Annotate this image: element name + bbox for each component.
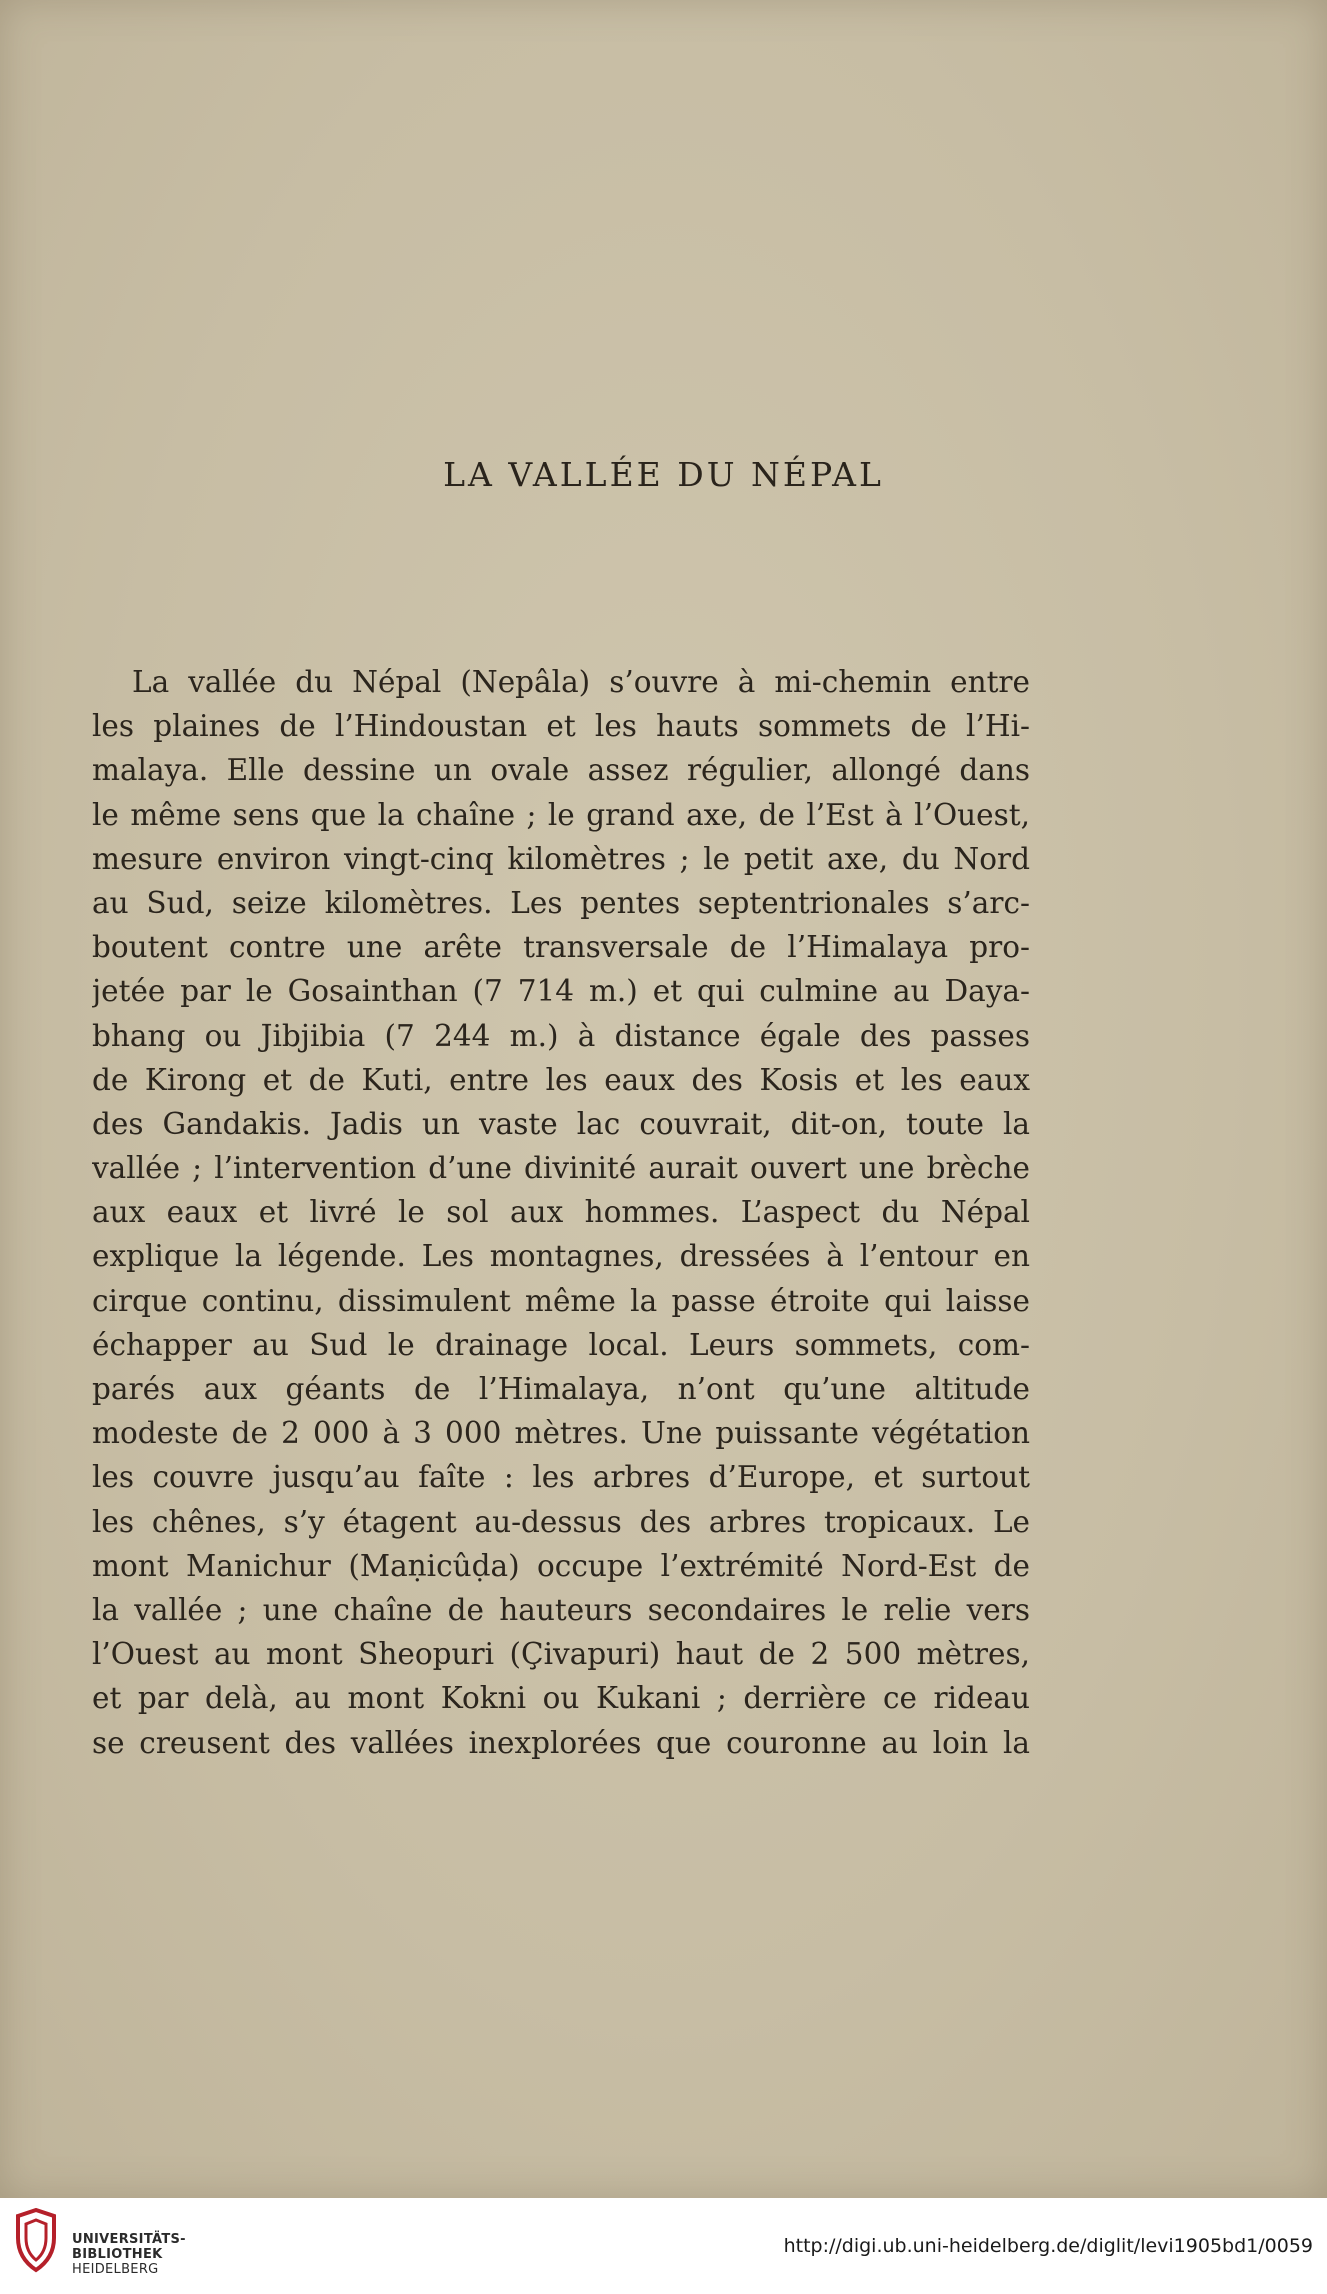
library-name-line-3: HEIDELBERG: [72, 2262, 159, 2277]
text-line: des Gandakis. Jadis un vaste lac couvrait, dit-on, toute la: [92, 1106, 1030, 1141]
text-line: jetée par le Gosainthan (7 714 m.) et qui culmine au Daya-: [92, 974, 1030, 1009]
text-line: mesure environ vingt-cinq kilomètres ; le petit axe, du Nord: [92, 841, 1030, 876]
text-line: et par delà, au mont Kokni ou Kukani ; derrière ce rideau: [92, 1681, 1030, 1716]
text-line: modeste de 2 000 à 3 000 mètres. Une puissante végétation: [92, 1416, 1030, 1451]
text-line: cirque continu, dissimulent même la passe étroite qui laisse: [92, 1283, 1030, 1318]
body-paragraph: [92, 660, 1030, 1765]
library-name-line-1: UNIVERSITÄTS-: [72, 2232, 186, 2247]
text-line: l’Ouest au mont Sheopuri (Çivapuri) haut de 2 500 mètres,: [92, 1637, 1030, 1672]
text-line: le même sens que la chaîne ; le grand axe, de l’Est à l’Ouest,: [92, 797, 1030, 832]
text-line: vallée ; l’intervention d’une divinité aurait ouvert une brèche: [92, 1151, 1030, 1186]
text-line: de Kirong et de Kuti, entre les eaux des Kosis et les eaux: [92, 1062, 1030, 1097]
text-line: les couvre jusqu’au faîte : les arbres d’Europe, et surtout: [92, 1460, 1030, 1495]
text-line: aux eaux et livré le sol aux hommes. L’aspect du Népal: [92, 1195, 1030, 1230]
library-name-line-2: BIBLIOTHEK: [72, 2247, 163, 2262]
text-line: la vallée ; une chaîne de hauteurs secondaires le relie vers: [92, 1592, 1030, 1627]
text-line: mont Manichur (Maṇicûḍa) occupe l’extrémité Nord-Est de: [92, 1548, 1030, 1583]
text-line: se creusent des vallées inexplorées que couronne au loin la: [92, 1725, 1030, 1760]
text-line: échapper au Sud le drainage local. Leurs sommets, com-: [92, 1327, 1030, 1362]
source-url-link[interactable]: http://digi.ub.uni-heidelberg.de/diglit/levi1905bd1/0059: [783, 2235, 1313, 2257]
text-line: malaya. Elle dessine un ovale assez régulier, allongé dans: [92, 753, 1030, 788]
text-line: les plaines de l’Hindoustan et les hauts sommets de l’Hi-: [92, 709, 1030, 744]
text-line: parés aux géants de l’Himalaya, n’ont qu’une altitude: [92, 1372, 1030, 1406]
text-line: les chênes, s’y étagent au-dessus des arbres tropicaux. Le: [92, 1504, 1030, 1539]
heidelberg-library-logo-icon[interactable]: [12, 2208, 60, 2274]
text-line: au Sud, seize kilomètres. Les pentes septentrionales s’arc-: [92, 885, 1030, 920]
library-name: [72, 2232, 186, 2277]
chapter-title: LA VALLÉE DU NÉPAL: [443, 455, 884, 494]
text-line: explique la légende. Les montagnes, dressées à l’entour en: [92, 1239, 1030, 1274]
text-line: bhang ou Jibjibia (7 244 m.) à distance égale des passes: [92, 1018, 1030, 1053]
text-line: boutent contre une arête transversale de l’Himalaya pro-: [92, 930, 1030, 965]
text-line: La vallée du Népal (Nepâla) s’ouvre à mi-chemin entre: [132, 665, 1030, 699]
